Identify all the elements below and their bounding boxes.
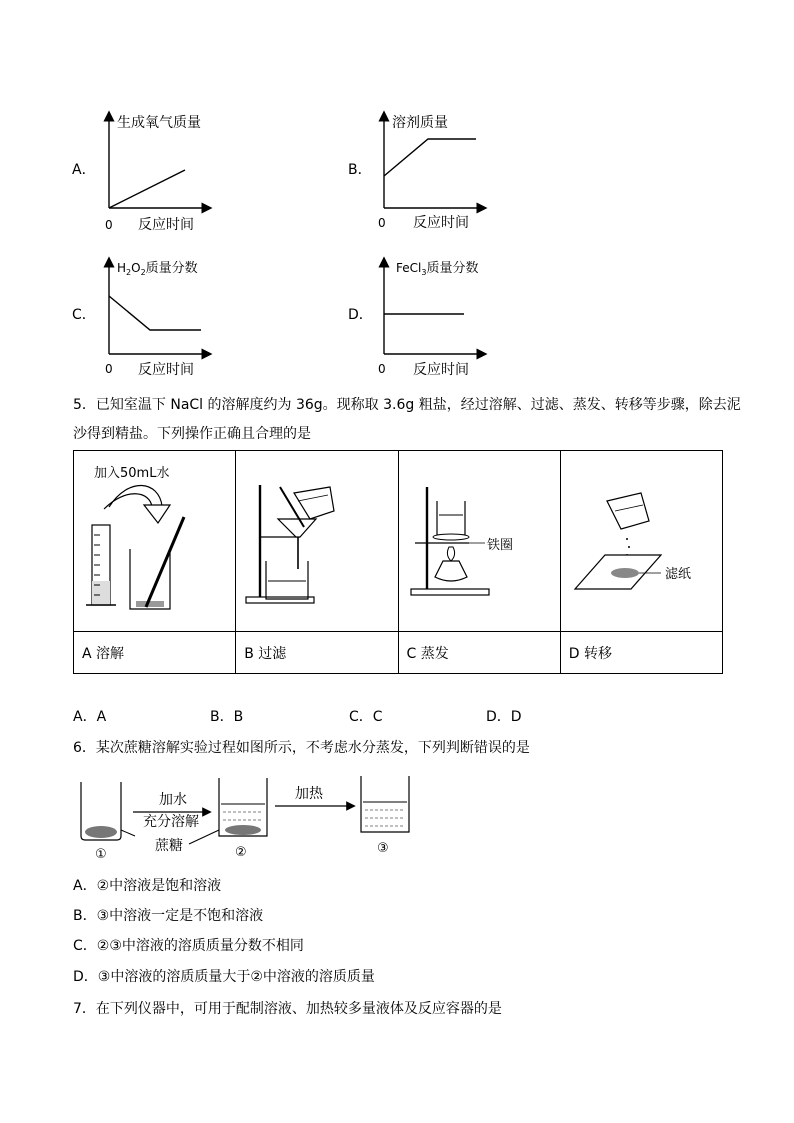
caption-d: D 转移 [560, 632, 722, 674]
q5-stem-line2: 沙得到精盐。下列操作正确且合理的是 [73, 426, 311, 442]
evaporating-dish [607, 493, 649, 529]
pic-evaporate [398, 451, 560, 632]
curve [384, 139, 476, 176]
origin-label: 0 [378, 216, 386, 230]
transfer-illustration [561, 451, 723, 627]
pour-arrow-icon [144, 505, 170, 523]
arrow1-bottom-label: 充分溶解 [143, 814, 199, 830]
q6-option-a: A．②中溶液是饱和溶液 [73, 878, 222, 894]
q6-option-b: B．③中溶液一定是不饱和溶液 [73, 908, 264, 924]
pic-filter [236, 451, 398, 632]
y-label: 溶剂质量 [392, 115, 448, 131]
q5-operations-table [73, 450, 723, 674]
q5-option-a: A．A [73, 709, 107, 725]
caption-a: A 溶解 [74, 632, 236, 674]
q7-stem: 7．在下列仪器中，可用于配制溶液、加热较多量液体及反应容器的是 [73, 1001, 502, 1017]
caption-c: C 蒸发 [398, 632, 560, 674]
funnel [278, 519, 316, 537]
label-2: ② [235, 845, 247, 860]
q5-option-b: B．B [210, 709, 244, 725]
q6-option-c: C．②③中溶液的溶质质量分数不相同 [73, 938, 304, 954]
stand-base [411, 589, 489, 595]
iron-ring-label: 铁圈 [486, 538, 513, 553]
curve [109, 296, 201, 330]
option-b-letter: B． [348, 162, 372, 178]
y-label: FeCl$_3$质量分数 [396, 261, 479, 277]
x-label: 反应时间 [138, 217, 194, 233]
beaker [437, 501, 465, 535]
q5-stem-line1: 5．已知室温下 NaCl 的溶解度约为 36g。现称取 3.6g 粗盐，经过溶解、过滤、蒸发、转移等步骤，除去泥 [73, 397, 741, 413]
graph-c [95, 254, 215, 379]
label-3: ③ [377, 841, 389, 856]
stand-base [246, 597, 314, 603]
beaker [266, 561, 308, 599]
evaporate-illustration [399, 451, 561, 627]
pic-dissolve [74, 451, 236, 632]
graph-a [95, 108, 215, 233]
origin-label: 0 [105, 218, 113, 232]
curve [109, 170, 185, 208]
q6-diagram [73, 770, 433, 862]
sugar-label: 蔗糖 [155, 838, 183, 854]
graph-d [370, 254, 490, 379]
pic-transfer [560, 451, 722, 632]
origin-label: 0 [378, 362, 386, 376]
dissolve-illustration [74, 451, 236, 627]
arrow1-top-label: 加水 [159, 792, 187, 808]
origin-label: 0 [105, 362, 113, 376]
sugar-pile [85, 826, 117, 838]
y-label: 生成氧气质量 [117, 115, 201, 131]
x-label: 反应时间 [413, 215, 469, 231]
option-a-letter: A． [72, 162, 96, 178]
x-label: 反应时间 [138, 362, 194, 378]
q5-option-c: C．C [349, 709, 383, 725]
pouring-beaker [294, 487, 334, 519]
label-1: ① [95, 847, 107, 862]
arrow2-label: 加热 [295, 786, 323, 802]
glass-rod [146, 517, 184, 607]
graph-b [370, 108, 490, 233]
y-label: $H_2O_2$质量分数 [117, 261, 198, 277]
option-c-letter: C． [72, 307, 96, 323]
q6-option-d: D．③中溶液的溶质质量大于②中溶液的溶质质量 [73, 969, 375, 985]
filter-paper-label: 滤纸 [664, 567, 691, 582]
add-water-label: 加入50mL水 [94, 466, 170, 481]
q6-stem: 6．某次蔗糖溶解实验过程如图所示，不考虑水分蒸发，下列判断错误的是 [73, 740, 530, 756]
option-d-letter: D． [348, 307, 373, 323]
caption-b: B 过滤 [236, 632, 398, 674]
alcohol-lamp [435, 561, 467, 581]
beaker-3 [361, 776, 409, 832]
q5-option-d: D．D [486, 709, 522, 725]
filter-illustration [236, 451, 398, 627]
x-label: 反应时间 [413, 362, 469, 378]
